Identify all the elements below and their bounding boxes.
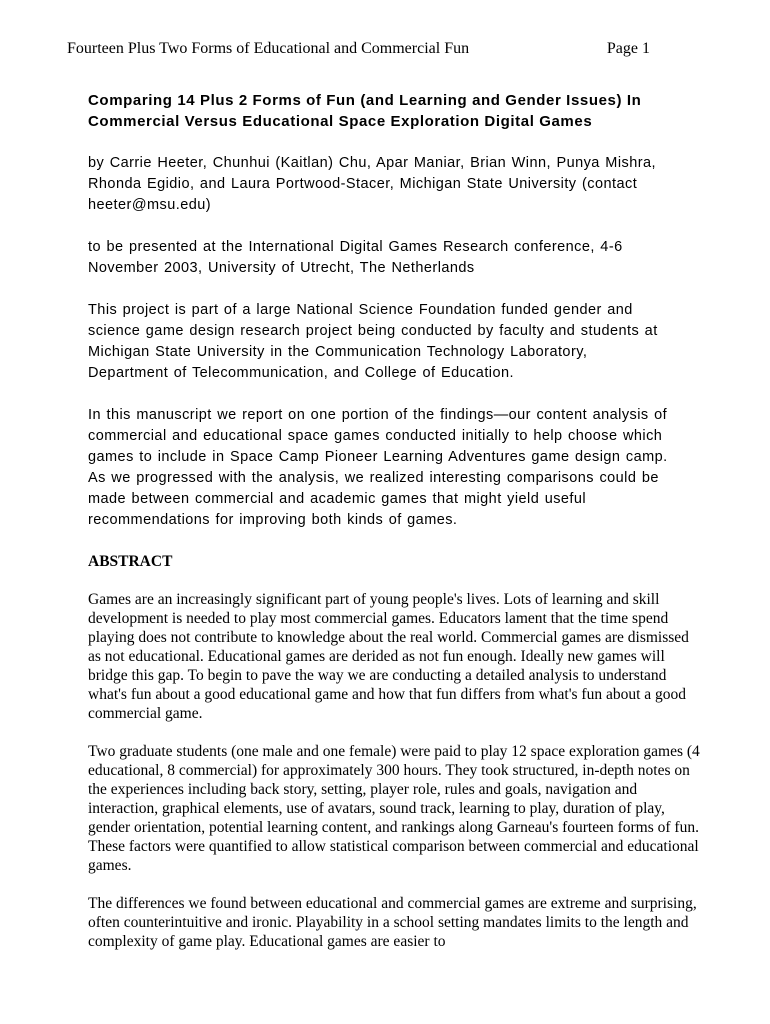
abstract-section xyxy=(88,552,703,951)
project-note: This project is part of a large National Science Foundation funded gender and science game design research project being conducted by faculty and students at Michigan State University in the Communication Technology Laboratory, Department of Telecommunication, and College of Education. xyxy=(88,302,658,381)
abstract-paragraph-3: The differences we found between educational and commercial games are extreme and surprising, often counterintuitive and ironic. Playability in a school setting mandates limits to the length and complexity of game play. Educational games are easier to xyxy=(88,895,697,950)
byline: by Carrie Heeter, Chunhui (Kaitlan) Chu, Apar Maniar, Brian Winn, Punya Mishra, Rhonda Egidio, and Laura Portwood-Stacer, Michigan State University (contact heeter@msu.edu) xyxy=(88,155,656,213)
abstract-paragraph-2: Two graduate students (one male and one female) were paid to play 12 space exploration games (4 educational, 8 commercial) for approximately 300 hours. They took structured, in-depth notes on the experiences including back story, setting, player role, rules and goals, navigation and interaction, graphical elements, use of avatars, sound track, learning to play, duration of play, gender orientation, potential learning content, and rankings along Garneau's fourteen forms of fun. These factors were quantified to allow statistical comparison between commercial and educational games. xyxy=(88,743,700,874)
abstract-paragraph-1: Games are an increasingly significant part of young people's lives. Lots of learning and skill development is needed to play most commercial games. Educators lament that the time spend playing does not contribute to knowledge about the real world. Commercial games are dismissed as not educational. Educational games are derided as not fun enough. Ideally new games will bridge this gap. To begin to pave the way we are conducting a detailed analysis to understand what's fun about a good educational game and how that fun differs from what's fun about a good commercial game. xyxy=(88,591,689,722)
abstract-heading: ABSTRACT xyxy=(88,553,173,570)
page-content xyxy=(88,90,703,970)
paper-title: Comparing 14 Plus 2 Forms of Fun (and Learning and Gender Issues) In Commercial Versus Educational Space Exploration Digital Games xyxy=(88,92,642,130)
running-header xyxy=(67,40,650,58)
page-number: Page 1 xyxy=(606,40,650,57)
front-matter xyxy=(88,153,703,531)
manuscript-note: In this manuscript we report on one portion of the findings—our content analysis of commercial and educational space games conducted initially to help choose which games to include in Space Camp Pioneer Learning Adventures game design camp. As we progressed with the analysis, we realized interesting comparisons could be made between commercial and academic games that might yield useful recommendations for improving both kinds of games. xyxy=(88,407,668,528)
header-title: Fourteen Plus Two Forms of Educational and Commercial Fun xyxy=(67,40,470,57)
presentation-note: to be presented at the International Digital Games Research conference, 4-6 November 2003, University of Utrecht, The Netherlands xyxy=(88,239,623,276)
